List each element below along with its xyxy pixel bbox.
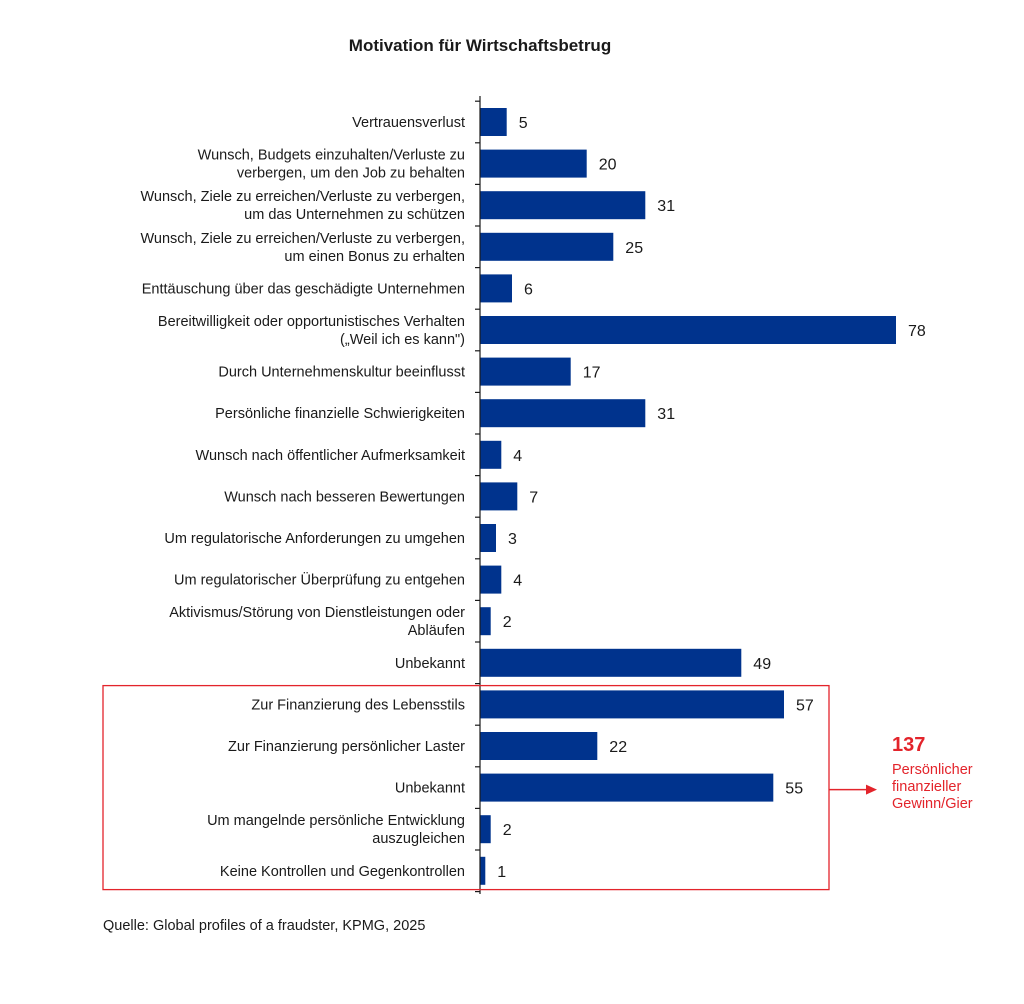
value-label: 31 [657,198,676,216]
bar [480,108,507,136]
bar [480,358,571,386]
callout-arrow [829,785,877,795]
callout-total: 137 [892,734,926,756]
callout-line: finanzieller [892,779,962,795]
category-label: Unbekannt [394,655,465,672]
category-label: Um mangelnde persönliche Entwicklung [207,813,465,830]
value-label: 5 [518,115,528,132]
bar [480,690,784,718]
category-label: um einen Bonus zu erhalten [284,248,465,265]
value-label: 55 [785,780,804,798]
value-label: 1 [497,863,507,881]
value-label: 7 [529,489,539,507]
value-label: 6 [524,281,533,299]
category-label: Zur Finanzierung persönlicher Laster [228,739,465,755]
bar [480,649,741,677]
bar [480,150,587,178]
category-label: Unbekannt [394,780,465,797]
callout-label [892,762,1012,813]
category-label: Enttäuschung über das geschädigte Unternehmen [141,281,465,298]
bar [480,191,645,219]
category-label: Persönliche finanzielle Schwierigkeiten [215,406,465,423]
category-label: Wunsch, Ziele zu erreichen/Verluste zu verbergen, [140,189,465,206]
value-label: 4 [513,572,523,590]
bar [480,441,501,469]
bar [480,482,517,510]
category-label: verbergen, um den Job zu behalten [236,165,465,182]
value-label: 3 [508,531,517,548]
chart-title: Motivation für Wirtschaftsbetrug [348,36,612,55]
bar [480,524,496,552]
category-label: Durch Unternehmenskultur beeinflusst [218,364,465,381]
value-label: 57 [796,697,814,715]
callout-line: Gewinn/Gier [892,796,973,812]
value-label: 20 [598,156,617,174]
category-label: Bereitwilligkeit oder opportunistisches Verhalten [157,314,465,330]
category-label: Wunsch, Budgets einzuhalten/Verluste zu [197,147,465,164]
category-label: Vertrauensverlust [352,115,465,131]
value-label: 31 [657,406,676,424]
value-label: 4 [513,447,523,465]
value-label: 2 [502,614,512,632]
value-label: 2 [502,822,512,840]
category-label: um das Unternehmen zu schützen [244,207,465,224]
category-label: Um regulatorischer Überprüfung zu entgehen [174,572,465,589]
bar [480,566,501,594]
source-note: Quelle: Global profiles of a fraudster, KPMG, 2025 [103,918,426,934]
category-label: Aktivismus/Störung von Dienstleistungen oder [169,605,465,622]
category-label: Wunsch nach öffentlicher Aufmerksamkeit [195,447,465,464]
category-label: Zur Finanzierung des Lebensstils [251,697,465,714]
bars-layer [140,108,925,885]
arrow-head-icon [866,785,877,795]
category-label: Abläufen [407,623,465,640]
value-label: 22 [609,739,628,756]
bar [480,815,491,843]
axis-ticks [475,101,480,891]
bar [480,732,597,760]
category-label: („Weil ich es kann") [340,332,465,348]
value-label: 49 [753,655,772,673]
value-label: 17 [582,364,601,382]
value-label: 78 [908,323,926,340]
bar [480,274,512,302]
category-label: Keine Kontrollen und Gegenkontrollen [219,863,465,880]
bar [480,607,491,635]
bar [480,857,485,885]
bar [480,774,773,802]
bar [480,399,645,427]
category-label: auszugleichen [372,831,465,848]
value-label: 25 [625,239,644,257]
category-label: Wunsch nach besseren Bewertungen [224,489,465,506]
bar [480,233,613,261]
callout-line: Persönlicher [892,762,973,778]
bar [480,316,896,344]
category-label: Um regulatorische Anforderungen zu umgehen [164,531,465,547]
category-label: Wunsch, Ziele zu erreichen/Verluste zu verbergen, [140,230,465,247]
